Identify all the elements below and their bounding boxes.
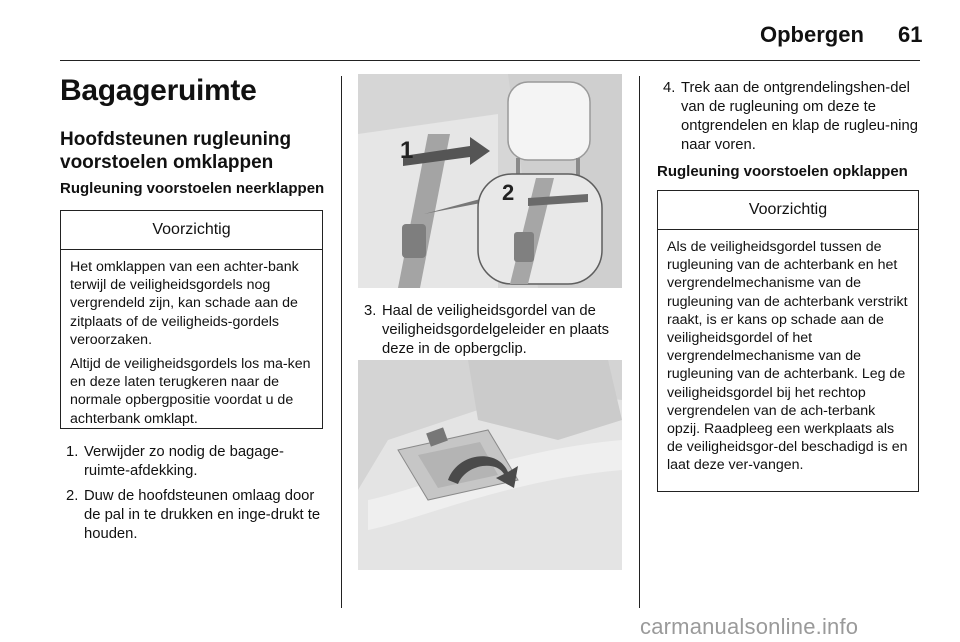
steps-list-right bbox=[657, 79, 927, 161]
step-text: Duw de hoofdsteunen omlaag door de pal in te drukken en inge-drukt te houden. bbox=[84, 488, 321, 542]
column-divider-right bbox=[639, 76, 640, 608]
caution-paragraph: Als de veiligheidsgordel tussen de rugleuning van de achterbank en het vergrendelmechanisme van de rugleuning van de achterbank verstrikt raakt, is er kans op schade aan de veiligheidsgordel of het vergrendelmechanisme van de rugleuning van de achterbank. Leg de veiligheidsgordel bij het rechtop vergrendelen van de ach-terbank opzij. Raadpleeg een werkplaats als de veiligheidsgor-del beschadigd is en laat deze ver-vangen. bbox=[667, 239, 908, 474]
header-rule bbox=[60, 60, 920, 61]
illustration-headrest-belt bbox=[358, 74, 622, 288]
caution-paragraph-2: Altijd de veiligheidsgordels los ma-ken en deze laten terugkeren naar de normale opbergpositie voordat u de achterbank omklapt. bbox=[70, 356, 311, 427]
page-header-title: Opbergen bbox=[760, 22, 864, 47]
figure-label-2: 2 bbox=[502, 180, 515, 205]
watermark: carmanualsonline.info bbox=[640, 614, 859, 639]
caution-box-left bbox=[60, 210, 323, 429]
section-title: Bagageruimte bbox=[60, 74, 257, 107]
column-divider-left bbox=[341, 76, 342, 608]
sub-heading-fold-down: Rugleuning voorstoelen neerklappen bbox=[60, 180, 325, 197]
steps-list-left bbox=[60, 443, 326, 550]
steps-list-middle bbox=[358, 302, 626, 365]
storage-clip-drawing bbox=[358, 360, 622, 570]
caution-body bbox=[658, 230, 918, 475]
headrest-belt-drawing bbox=[358, 74, 622, 288]
step-text: Verwijder zo nodig de bagage-ruimte-afdekking. bbox=[84, 444, 284, 479]
list-item bbox=[358, 302, 626, 359]
figure-label-1: 1 bbox=[400, 137, 414, 164]
caution-box-right bbox=[657, 190, 919, 492]
step-number: 4. bbox=[663, 80, 676, 96]
caution-paragraph-1: Het omklappen van een achter-bank terwijl de veiligheidsgordels nog vergrendeld zijn, kan schade aan de zitplaats of de veiligheids-gordels veroorzaken. bbox=[70, 259, 299, 348]
sub-heading-fold-up: Rugleuning voorstoelen opklappen bbox=[657, 163, 908, 180]
step-number: 2. bbox=[66, 488, 79, 504]
illustration-storage-clip bbox=[358, 360, 622, 570]
step-text: Trek aan de ontgrendelingshen-del van de rugleuning om deze te ontgrendelen en klap de rugleu-ning naar voren. bbox=[681, 80, 918, 153]
caution-title: Voorzichtig bbox=[61, 211, 322, 250]
step-number: 1. bbox=[66, 444, 79, 460]
list-item bbox=[657, 79, 927, 155]
list-item bbox=[60, 487, 326, 544]
subsection-title: Hoofdsteunen rugleuning voorstoelen omklappen bbox=[60, 129, 292, 173]
page-number: 61 bbox=[898, 22, 923, 47]
caution-title: Voorzichtig bbox=[658, 191, 918, 230]
step-text: Haal de veiligheidsgordel van de veiligheidsgordelgeleider en plaats deze in de opbergclip. bbox=[382, 303, 610, 357]
caution-body bbox=[61, 250, 322, 428]
list-item bbox=[60, 443, 326, 481]
step-number: 3. bbox=[364, 303, 377, 319]
